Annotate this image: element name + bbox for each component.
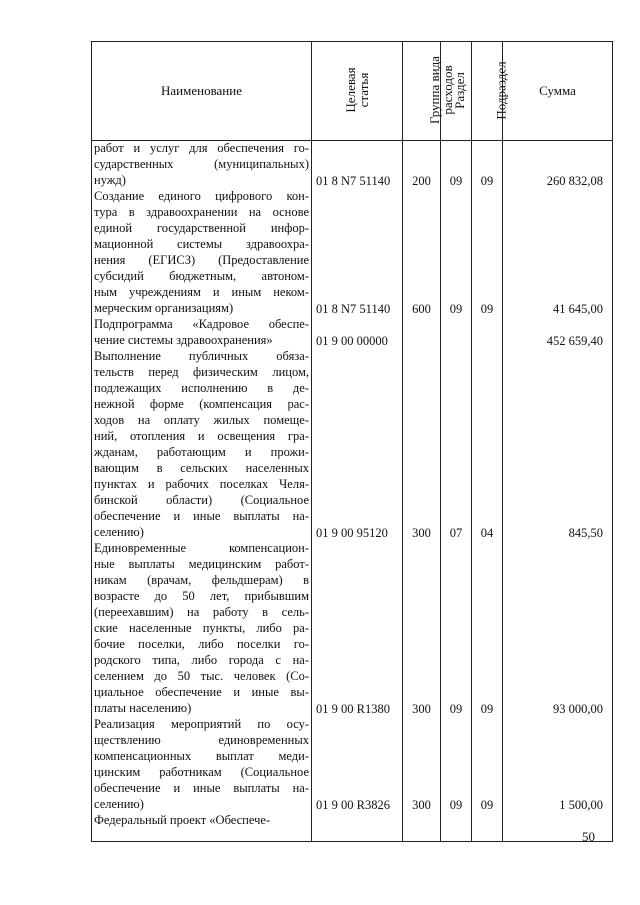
name-line: субсидий бюджетным, автоном- [94, 269, 309, 284]
row-sum: 41 645,00 [553, 302, 603, 317]
row-group: 300 [412, 702, 431, 717]
header-sum: Сумма [503, 42, 613, 141]
name-line: Создание единого цифрового кон- [94, 189, 309, 204]
name-line: платы населению) [94, 701, 192, 716]
subsection-column [472, 141, 503, 842]
row-section: 09 [449, 302, 463, 317]
name-line: компенсационных выплат меди- [94, 749, 309, 764]
body-row [92, 141, 613, 842]
row-sum: 452 659,40 [546, 334, 603, 349]
name-line: циальное обеспечение и иные вы- [94, 685, 309, 700]
name-line: единой государственной инфор- [94, 221, 309, 236]
row-group: 300 [412, 798, 431, 813]
name-line: Единовременные компенсацион- [94, 541, 309, 556]
name-line: сударственных (муниципальных) [94, 157, 309, 172]
row-section: 09 [449, 702, 463, 717]
name-line: родского типа, либо города с на- [94, 653, 309, 668]
name-line: Реализация мероприятий по осу- [94, 717, 309, 732]
name-column [92, 141, 312, 842]
name-line: Федеральный проект «Обеспече- [94, 813, 271, 828]
name-line: бочие поселки, либо поселки го- [94, 637, 309, 652]
name-line: нения (ЕГИСЗ) (Предоставление [94, 253, 309, 268]
name-line: ские населенные пункты, либо ра- [94, 621, 309, 636]
header-row [92, 42, 613, 141]
name-line: ний, отопления и освещения гра- [94, 429, 309, 444]
group-column [403, 141, 441, 842]
row-group: 200 [412, 174, 431, 189]
code-column [312, 141, 403, 842]
header-subsection [472, 42, 509, 141]
row-group: 300 [412, 526, 431, 541]
header-code [312, 42, 403, 141]
name-line: вающим в сельских населенных [94, 461, 309, 476]
header-subsection-text: Подраздел [493, 61, 509, 120]
name-line: чение системы здравоохранения» [94, 333, 273, 348]
row-sum: 93 000,00 [553, 702, 603, 717]
name-line: жданам, работающим и прожи- [94, 445, 309, 460]
sum-column [503, 141, 613, 842]
row-sum: 1 500,00 [559, 798, 603, 813]
page-number: 50 [582, 829, 595, 844]
name-line: тура в здравоохранении на основе [94, 205, 309, 220]
row-code: 01 8 N7 51140 [316, 302, 391, 317]
name-line: мационной системы здравоохра- [94, 237, 309, 252]
name-line: подлежащих исполнению в де- [94, 381, 309, 396]
row-sum: 260 832,08 [546, 174, 603, 189]
row-code: 01 8 N7 51140 [316, 174, 391, 189]
header-code-text: Целевая статья [343, 67, 371, 113]
row-subsection: 09 [480, 798, 494, 813]
header-group-text: Группа вида расходов [427, 56, 455, 125]
row-subsection: 09 [480, 702, 494, 717]
row-code: 01 9 00 R3826 [316, 798, 390, 813]
name-line: (переехавшим) на работу в сель- [94, 605, 309, 620]
section-column [441, 141, 472, 842]
row-subsection: 04 [480, 526, 494, 541]
budget-table [91, 41, 613, 842]
name-line: нежной форме (компенсация рас- [94, 397, 309, 412]
row-code: 01 9 00 R1380 [316, 702, 390, 717]
row-code: 01 9 00 95120 [316, 526, 388, 541]
header-section-text: Раздел [451, 72, 467, 110]
row-sum: 845,50 [568, 526, 603, 541]
name-line: ходов на оплату жилых помеще- [94, 413, 309, 428]
name-line: возрасте до 50 лет, прибывшим [94, 589, 309, 604]
name-line: пунктах и рабочих поселках Челя- [94, 477, 309, 492]
row-section: 09 [449, 174, 463, 189]
name-line: ные выплаты медицинским работ- [94, 557, 309, 572]
name-line: ным учреждениям и иным неком- [94, 285, 309, 300]
name-line: селением до 50 тыс. человек (Со- [94, 669, 309, 684]
name-line: работ и услуг для обеспечения го- [94, 141, 309, 156]
row-code: 01 9 00 00000 [316, 334, 388, 349]
name-line: мерческим организациям) [94, 301, 234, 316]
name-line: цинским работникам (Социальное [94, 765, 309, 780]
name-line: селению) [94, 797, 144, 812]
name-line: селению) [94, 525, 144, 540]
name-line: тельств перед физическим лицом, [94, 365, 309, 380]
name-line: Подпрограмма «Кадровое обеспе- [94, 317, 309, 332]
header-group [403, 42, 455, 141]
name-line: нужд) [94, 173, 126, 188]
header-name: Наименование [92, 42, 312, 141]
row-group: 600 [412, 302, 431, 317]
name-line: обеспечение и иные выплаты на- [94, 509, 309, 524]
row-section: 07 [449, 526, 463, 541]
name-line: никам (врачам, фельдшерам) в [94, 573, 309, 588]
name-line: ществлению единовременных [94, 733, 309, 748]
row-section: 09 [449, 798, 463, 813]
name-line: Выполнение публичных обяза- [94, 349, 309, 364]
name-line: бинской области) (Социальное [94, 493, 309, 508]
name-line: обеспечение и иные выплаты на- [94, 781, 309, 796]
row-subsection: 09 [480, 302, 494, 317]
row-subsection: 09 [480, 174, 494, 189]
